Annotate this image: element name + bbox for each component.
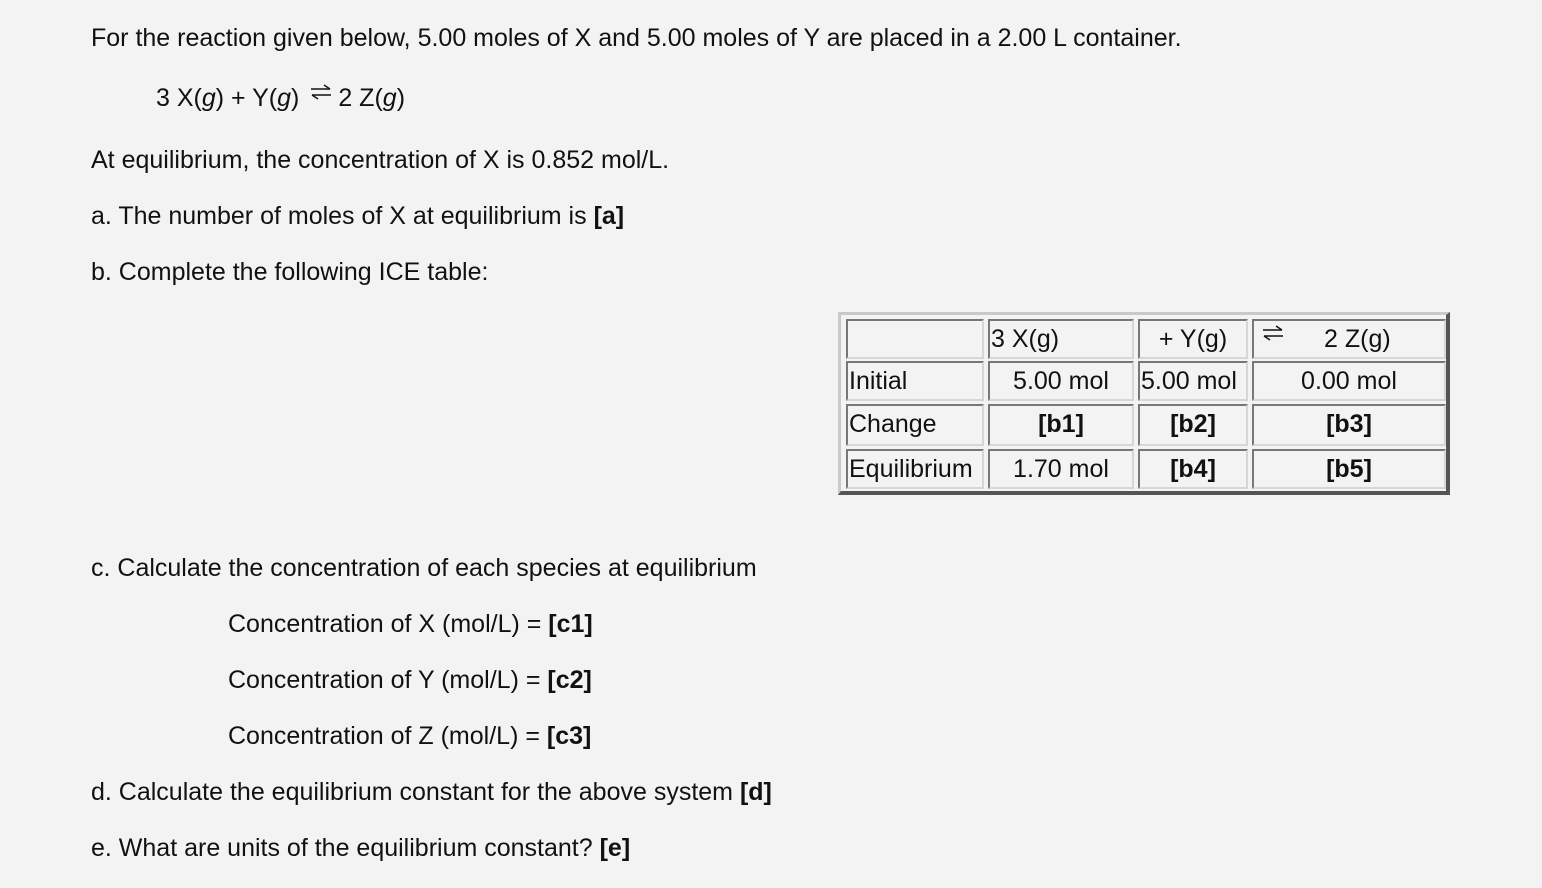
- blank-b4[interactable]: [b4]: [1138, 449, 1248, 489]
- part-a: [91, 201, 624, 231]
- reaction-equation: [156, 83, 405, 113]
- ice-equilibrium-x: 1.70 mol: [988, 449, 1134, 489]
- part-a-text: a. The number of moles of X at equilibrium is: [91, 202, 594, 230]
- part-e-text: e. What are units of the equilibrium constant?: [91, 834, 600, 862]
- product-z-close: ): [396, 84, 406, 112]
- ice-header-x-label: 3 X(g): [991, 325, 1060, 353]
- ice-header-x: [988, 319, 1134, 359]
- ice-header-z-label: 2 Z(g): [1324, 325, 1391, 353]
- ice-row-equilibrium-label: Equilibrium: [846, 449, 984, 489]
- intro-text: For the reaction given below, 5.00 moles of X and 5.00 moles of Y are placed in a 2.00 L container.: [91, 24, 1182, 52]
- ice-initial-z: 0.00 mol: [1252, 361, 1446, 401]
- part-e: [91, 833, 630, 863]
- blank-c3[interactable]: [c3]: [546, 722, 592, 750]
- ice-row-change-label: Change: [846, 404, 984, 446]
- blank-d[interactable]: [d]: [739, 778, 772, 806]
- part-c-item-y: [228, 665, 592, 695]
- part-c-item-x-text: Concentration of X (mol/L) =: [228, 610, 549, 638]
- blank-b1[interactable]: [b1]: [988, 404, 1134, 446]
- part-c-item-y-text: Concentration of Y (mol/L) =: [228, 666, 548, 694]
- ice-initial-x: 5.00 mol: [988, 361, 1134, 401]
- ice-equilibrium-arrow-icon: [1262, 325, 1284, 341]
- part-d-text: d. Calculate the equilibrium constant for the above system: [91, 778, 740, 806]
- reactant-x: 3 X(: [156, 84, 202, 112]
- part-c-item-z: [228, 721, 591, 751]
- reactant-x-close: ): [215, 84, 225, 112]
- product-z: 2 Z(: [338, 84, 383, 112]
- ice-header-y-label: + Y(g): [1158, 325, 1228, 353]
- ice-header-y: [1138, 319, 1248, 359]
- reactant-y: + Y(: [224, 84, 278, 112]
- part-b: b. Complete the following ICE table:: [91, 258, 489, 286]
- ice-initial-y: 5.00 mol: [1138, 361, 1248, 401]
- product-z-state: g: [382, 84, 397, 112]
- part-c-item-z-text: Concentration of Z (mol/L) =: [228, 722, 547, 750]
- reactant-x-state: g: [201, 84, 216, 112]
- blank-a[interactable]: [a]: [593, 202, 625, 230]
- blank-b3[interactable]: [b3]: [1252, 404, 1446, 446]
- blank-b2[interactable]: [b2]: [1138, 404, 1248, 446]
- equilibrium-arrow-icon: [310, 84, 332, 100]
- part-d: [91, 777, 772, 807]
- ice-header-empty: [846, 319, 984, 359]
- reactant-y-close: ): [291, 84, 300, 112]
- ice-row-initial-label: Initial: [846, 361, 984, 401]
- blank-c2[interactable]: [c2]: [547, 666, 592, 694]
- reactant-y-state: g: [277, 84, 292, 112]
- equilibrium-statement: At equilibrium, the concentration of X is 0.852 mol/L.: [91, 146, 670, 174]
- ice-table: [838, 312, 1450, 495]
- blank-c1[interactable]: [c1]: [548, 610, 593, 638]
- blank-e[interactable]: [e]: [599, 834, 631, 862]
- part-c: c. Calculate the concentration of each species at equilibrium: [91, 554, 757, 582]
- ice-header-z: [1252, 319, 1446, 359]
- blank-b5[interactable]: [b5]: [1252, 449, 1446, 489]
- part-c-item-x: [228, 609, 593, 639]
